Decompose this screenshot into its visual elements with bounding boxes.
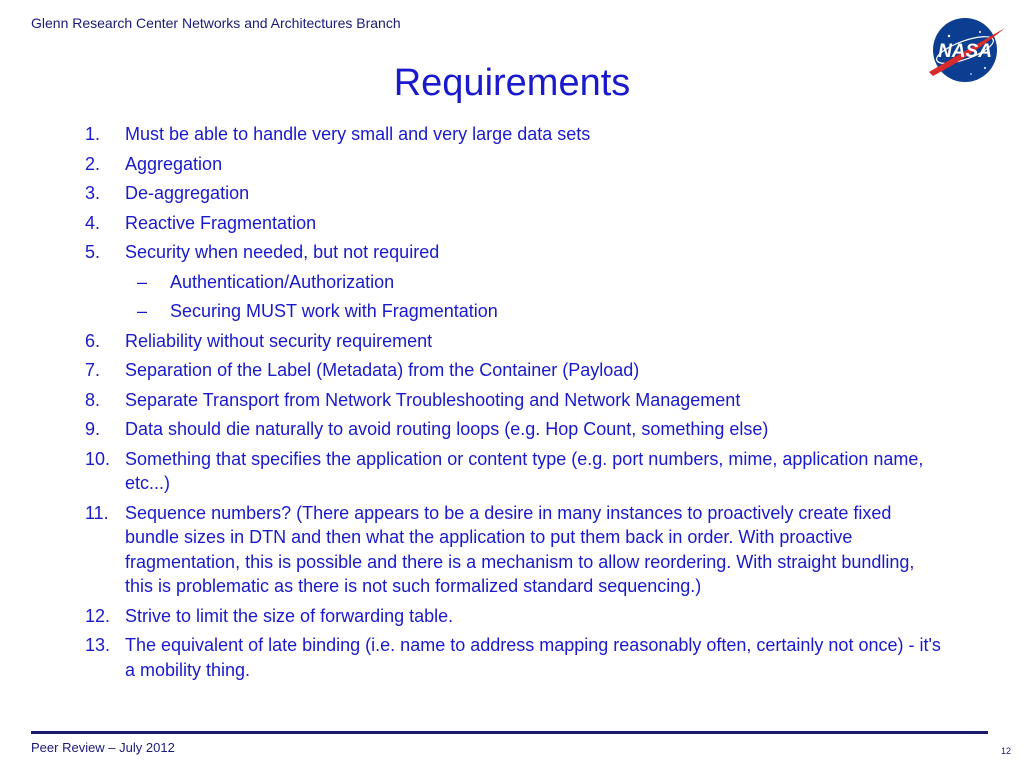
list-text: Must be able to handle very small and very large data sets — [125, 124, 591, 144]
list-item — [85, 358, 945, 383]
organization-name: Glenn Research Center Networks and Architectures Branch — [31, 15, 401, 31]
list-text: Reactive Fragmentation — [125, 212, 317, 233]
list-text: Authentication/Authorization — [170, 271, 395, 292]
list-number: 1. — [85, 124, 101, 144]
list-item — [85, 417, 945, 442]
nasa-logo-text: NASA — [938, 41, 992, 62]
list-number: 6. — [85, 330, 101, 351]
list-number: 8. — [85, 389, 101, 410]
sub-list-item — [85, 299, 945, 324]
list-item — [85, 152, 945, 177]
list-item — [85, 633, 945, 682]
list-text: The equivalent of late binding (i.e. name to address mapping reasonably often, certainly not once) - it's a mobility thing. — [125, 635, 941, 680]
list-item — [85, 181, 945, 206]
list-text: Something that specifies the application or content type (e.g. port numbers, mime, application name, etc...) — [125, 448, 924, 493]
list-item — [85, 388, 945, 413]
sub-list-item — [85, 270, 945, 295]
list-text: Securing MUST work with Fragmentation — [170, 301, 498, 321]
list-item — [85, 211, 945, 236]
list-number: 7. — [85, 360, 101, 380]
list-number: 2. — [85, 153, 101, 174]
list-text: Data should die naturally to avoid routing loops (e.g. Hop Count, something else) — [125, 419, 769, 439]
list-item — [85, 122, 945, 147]
list-text: Aggregation — [125, 153, 223, 174]
list-text: Reliability without security requirement — [125, 330, 433, 351]
list-number: 4. — [85, 212, 101, 233]
list-number: 12. — [85, 605, 111, 626]
slide-title: Requirements — [393, 62, 631, 104]
list-text: Strive to limit the size of forwarding table. — [125, 605, 454, 626]
list-text: De-aggregation — [125, 183, 250, 203]
list-text: Security when needed, but not required — [125, 242, 440, 262]
list-item — [85, 240, 945, 265]
list-dash: – — [137, 301, 148, 321]
list-number: 11. — [85, 502, 109, 523]
list-dash: – — [137, 271, 148, 292]
list-text: Separate Transport from Network Troubleshooting and Network Management — [125, 389, 741, 410]
list-number: 5. — [85, 242, 101, 262]
list-number: 10. — [85, 448, 111, 469]
list-number: 13. — [85, 635, 111, 655]
list-text: Separation of the Label (Metadata) from the Container (Payload) — [125, 360, 640, 380]
list-item — [85, 329, 945, 354]
list-number: 9. — [85, 419, 101, 439]
list-item — [85, 604, 945, 629]
requirements-list — [85, 122, 945, 687]
list-number: 3. — [85, 183, 101, 203]
page-number: 12 — [1000, 746, 1011, 756]
list-text: Sequence numbers? (There appears to be a desire in many instances to proactively create fixed bundle sizes in DTN and then what the application to put them back in order. With proactive fragmentation, this is possible and there is a mechanism to allow reordering. With straight bundling, this is problematic as there is not such formalized standard sequencing.) — [125, 502, 915, 596]
footer-divider — [31, 731, 988, 734]
footer-text: Peer Review – July 2012 — [31, 740, 175, 755]
list-item — [85, 501, 945, 599]
list-item — [85, 447, 945, 496]
